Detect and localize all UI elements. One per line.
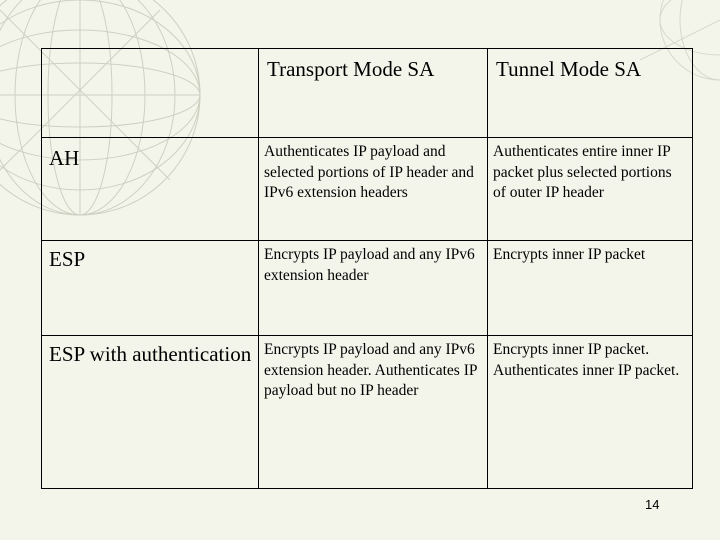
cell-esp-transport: Encrypts IP payload and any IPv6 extension header	[259, 241, 488, 336]
cell-ah-transport: Authenticates IP payload and selected portions of IP header and IPv6 extension headers	[259, 138, 488, 241]
row-label-esp-auth: ESP with authentication	[42, 336, 259, 489]
header-transport-mode: Transport Mode SA	[259, 49, 488, 138]
cell-ah-tunnel: Authenticates entire inner IP packet plus selected portions of outer IP header	[488, 138, 693, 241]
corner-cell	[42, 49, 259, 138]
row-label-ah: AH	[42, 138, 259, 241]
cell-esp-auth-tunnel: Encrypts inner IP packet. Authenticates inner IP packet.	[488, 336, 693, 489]
cell-esp-auth-transport: Encrypts IP payload and any IPv6 extension header. Authenticates IP payload but no IP header	[259, 336, 488, 489]
cell-esp-tunnel: Encrypts inner IP packet	[488, 241, 693, 336]
table-header-row	[42, 49, 693, 138]
table-row	[42, 138, 693, 241]
header-tunnel-mode: Tunnel Mode SA	[488, 49, 693, 138]
table-row	[42, 336, 693, 489]
row-label-esp: ESP	[42, 241, 259, 336]
sa-comparison-table	[41, 48, 693, 489]
table-row	[42, 241, 693, 336]
page-number: 14	[645, 497, 660, 512]
